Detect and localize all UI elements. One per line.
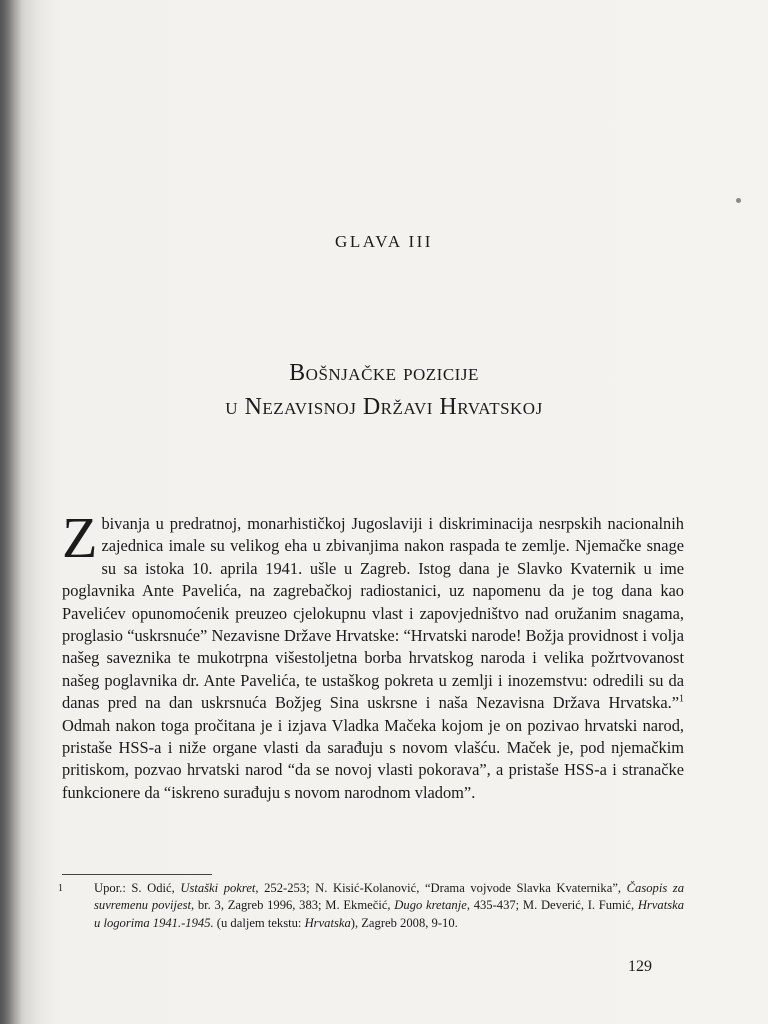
footnote-divider	[62, 874, 212, 875]
chapter-title-line-1: Bošnjačke pozicije	[289, 360, 479, 386]
footnote-italic-title: Hrvatska u logorima 1941.-1945.	[94, 898, 684, 930]
chapter-title	[0, 356, 768, 424]
footnote-reference[interactable]: 1	[679, 693, 684, 705]
binding-shadow	[0, 0, 22, 1024]
footnote-segment: , br. 3, Zagreb 1996, 383; M. Ekmečić,	[191, 898, 395, 913]
footnote-segment: , 435-437; M. Deverić, I. Fumić,	[466, 898, 638, 913]
footnote-number: 1	[58, 883, 63, 894]
footnote-italic-title: Hrvatska	[304, 915, 351, 930]
footnote-segment: (u daljem tekstu:	[213, 915, 305, 930]
drop-cap: Z	[62, 505, 98, 570]
footnote-text	[62, 880, 684, 932]
body-paragraph	[62, 505, 684, 804]
footnote-segment: Upor.: S. Odić,	[94, 881, 181, 895]
scan-speck	[736, 198, 741, 203]
chapter-title-line-2: u Nezavisnoj Državi Hrvatskoj	[225, 394, 543, 420]
footnote-italic-title: Časopis za suvremenu povijest	[94, 881, 685, 913]
footnote	[58, 880, 685, 932]
page-number: 129	[628, 958, 652, 975]
chapter-label: GLAVA III	[335, 232, 433, 251]
footnote-segment: ), Zagreb 2008, 9-10.	[350, 915, 458, 930]
footnote-italic-title: Dugo kretanje	[394, 898, 467, 913]
footnote-italic-title: Ustaški pokret	[180, 881, 256, 895]
body-text-part-1: bivanja u predratnoj, monarhističkoj Jugoslaviji i diskriminacija nesrpskih nacionalnih zajednica imale su velikog eha u zbivanjima nakon raspada te zemlje. Njemačke snage su sa istoka 10. aprila 1941. ušle u Zagreb. Istog dana je Slavko Kvaternik u ime poglavnika Ante Pavelića, na zagrebačkoj radiostanici, uz napomenu da je tog dana kao Pavelićev opunomoćenik preuzeo cjelokupnu vlast i zapovjedništvo nad oružanim snagama, proglasio “uskrsnuće” Nezavisne Države Hrvatske: “Hrvatski narode! Božja providnost i volja našeg saveznika te mukotrpna višestoljetna borba hrvatskog naroda i velika požrtvovanost našeg poglavnika dr. Ante Pavelića, te ustaškog pokreta u zemlji i inozemstvu: odredili su da danas pred na dan uskrsnuća Božjeg Sina uskrsne i naša Nezavisna Država Hrvatska.”	[62, 514, 684, 713]
footnote-segment: , 252-253; N. Kisić-Kolanović, “Drama vojvode Slavka Kvaternika”,	[255, 881, 627, 895]
body-text-part-2: Odmah nakon toga pročitana je i izjava Vladka Mačeka kojom je on pozivao hrvatski narod, pristaše HSS-a i niže organe vlasti da sarađuju s novom vlašću. Maček je, pod njemačkim pritiskom, pozvao hrvatski narod “da se novoj vlasti pokorava”, a pristaše HSS-a i stranačke funkcionere da “iskreno surađuju s novom narodnom vladom”.	[62, 715, 684, 802]
